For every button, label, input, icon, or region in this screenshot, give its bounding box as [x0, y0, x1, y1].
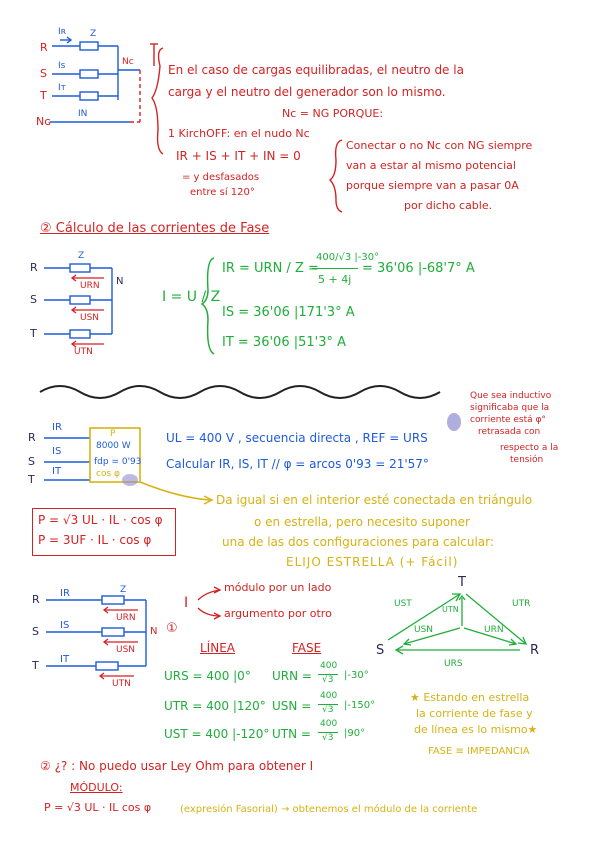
- triangle-label-utr: UTR: [512, 599, 531, 609]
- sec3-label-ir: IR: [52, 422, 62, 433]
- porque-3: porque siempre van a pasar 0A: [346, 179, 519, 192]
- sec4-label-ir: IR: [60, 588, 70, 599]
- sec4-label-n: N: [150, 626, 158, 637]
- sec1-text-3: Nc = NG PORQUE:: [282, 107, 384, 120]
- fase-utn-lhs: UTN =: [272, 727, 311, 741]
- label-in: IN: [78, 109, 88, 119]
- note-inductivo-3: corriente está φ°: [470, 415, 546, 425]
- label-is: Is: [58, 61, 66, 71]
- note-inductivo-6: tensión: [510, 455, 544, 465]
- sec3-label-r: R: [28, 431, 36, 444]
- porque-1: Conectar o no Nc con NG siempre: [346, 139, 533, 152]
- linea-urs: URS = 400 |0°: [164, 669, 251, 683]
- modulo-heading: MÓDULO:: [70, 781, 123, 794]
- triangle-label-r: R: [530, 643, 540, 658]
- fase-usn-angle: |-150°: [344, 700, 376, 711]
- triangle-label-s: S: [376, 643, 385, 658]
- kirchoff-text: 1 KirchOFF: en el nudo Nc: [168, 127, 310, 140]
- label-r: R: [40, 41, 48, 54]
- wavy-separator: [40, 386, 440, 398]
- fase-impedancia: FASE ≡ IMPEDANCIA: [428, 746, 530, 757]
- linea-header: LÍNEA: [200, 641, 235, 655]
- eq-ir-num: 400/√3 |-30°: [316, 252, 380, 263]
- sec4-label-is: IS: [60, 620, 70, 631]
- star-note-1: ★ Estando en estrella: [410, 691, 530, 704]
- modulo-expression: (expresión Fasorial) → obtenemos el módulo de la corriente: [180, 804, 478, 815]
- sec2-label-r: R: [30, 261, 38, 274]
- triangle-label-urn: URN: [484, 625, 504, 635]
- step-one-marker: ①: [166, 621, 178, 636]
- note-inductivo-4: retrasada con: [478, 427, 541, 437]
- circuit-1: [50, 37, 140, 122]
- sec3-label-it: IT: [52, 466, 62, 477]
- fase-utn-angle: |90°: [344, 728, 366, 739]
- fase-urn-lhs: URN =: [272, 669, 312, 683]
- triangle-label-urs: URS: [444, 659, 463, 669]
- argumento-note: argumento por otro: [224, 607, 332, 620]
- note-inductivo-2: significaba que la: [470, 403, 550, 413]
- sec2-label-utn: UTN: [74, 347, 93, 357]
- sec2-label-n: N: [116, 276, 124, 287]
- note-desfasados: = y desfasados: [182, 172, 260, 183]
- fase-usn-lhs: USN =: [272, 699, 312, 713]
- eq-is: IS = 36'06 |171'3° A: [222, 305, 355, 320]
- sec2-label-s: S: [30, 293, 37, 306]
- question-line: ② ¿? : No puedo usar Ley Ohm para obtener I: [40, 759, 314, 773]
- box-p: P: [110, 429, 116, 439]
- sec1-text-2: carga y el neutro del generador son lo mismo.: [168, 85, 446, 99]
- circuit-3: [44, 438, 90, 480]
- fase-usn-num: 400: [320, 691, 338, 701]
- sec3-label-s: S: [28, 455, 35, 468]
- yellow-note-3: una de las dos configuraciones para calcular:: [222, 535, 494, 549]
- sec2-label-usn: USN: [80, 313, 100, 323]
- sec4-label-t: T: [32, 659, 39, 672]
- box-power: 8000 W: [96, 441, 131, 451]
- star-note-2: la corriente de fase y: [416, 707, 533, 720]
- yellow-note-1: Da igual si en el interior esté conectada en triángulo: [216, 493, 533, 507]
- star-note-3: de línea es lo mismo★: [414, 723, 538, 736]
- label-ir: Iʀ: [58, 27, 67, 37]
- modulo-formula: P = √3 UL · IL cos φ: [44, 801, 152, 814]
- vector-i: I: [184, 595, 189, 611]
- eq-ir-den: 5 + 4j: [318, 273, 352, 286]
- sec2-label-z: Z: [78, 251, 85, 261]
- note-120: entre sí 120°: [190, 187, 255, 198]
- linea-ust: UST = 400 |-120°: [164, 727, 270, 741]
- note-inductivo-5: respecto a la: [500, 443, 559, 453]
- fase-urn-num: 400: [320, 661, 338, 671]
- ohm-law: I = U / Z: [162, 289, 221, 305]
- modulo-note: módulo por un lado: [224, 581, 332, 594]
- label-it: Iᴛ: [58, 83, 66, 93]
- circuit-2: [44, 264, 112, 338]
- box-cos: cos φ: [96, 469, 120, 479]
- fase-usn-den: √3: [322, 705, 334, 715]
- sec4-label-usn: USN: [116, 645, 136, 655]
- eq-ir-result: = 36'06 |-68'7° A: [362, 261, 475, 276]
- fase-utn-den: √3: [322, 733, 334, 743]
- porque-4: por dicho cable.: [404, 199, 493, 212]
- sec3-line-2: Calcular IR, IS, IT // φ = arcos 0'93 = 21'57°: [166, 457, 429, 471]
- yellow-note-2: o en estrella, pero necesito suponer: [254, 515, 470, 529]
- yellow-note-4: ELIJO ESTRELLA (+ Fácil): [286, 555, 459, 569]
- eq-ir-fraction-bar: [312, 268, 358, 269]
- triangle-label-usn: USN: [414, 625, 434, 635]
- brace-3: [202, 258, 214, 354]
- sec4-label-it: IT: [60, 654, 70, 665]
- triangle-label-utn: UTN: [442, 605, 459, 614]
- note-inductivo-1: Que sea inductivo: [470, 391, 552, 401]
- porque-2: van a estar al mismo potencial: [346, 159, 516, 172]
- sec1-text-1: En el caso de cargas equilibradas, el neutro de la: [168, 63, 464, 77]
- sec4-label-utn: UTN: [112, 679, 131, 689]
- linea-utr: UTR = 400 |120°: [164, 699, 266, 713]
- eq-ir-lhs: IR = URN / Z =: [222, 261, 319, 276]
- sec2-label-urn: URN: [80, 281, 100, 291]
- sec4-label-r: R: [32, 593, 40, 606]
- sec2-title: ② Cálculo de las corrientes de Fase: [40, 221, 270, 236]
- power-formula-2: P = 3UF · IL · cos φ: [38, 533, 152, 547]
- sec3-label-t: T: [28, 473, 35, 486]
- power-formula-1: P = √3 UL · IL · cos φ: [38, 513, 163, 527]
- sec4-label-s: S: [32, 625, 39, 638]
- fase-urn-angle: |-30°: [344, 670, 369, 681]
- sec4-label-z: Z: [120, 585, 127, 595]
- sec3-label-is: IS: [52, 446, 62, 457]
- eq-it: IT = 36'06 |51'3° A: [222, 335, 347, 350]
- label-ng: Nɢ: [36, 115, 52, 128]
- sec3-line-1: UL = 400 V , secuencia directa , REF = URS: [166, 431, 428, 445]
- triangle-label-ust: UST: [394, 599, 412, 609]
- box-fdp: fdp = 0'93: [94, 457, 142, 467]
- fase-header: FASE: [292, 641, 322, 655]
- sec4-label-urn: URN: [116, 613, 136, 623]
- brace-2: [330, 140, 342, 212]
- triangle-label-t: T: [458, 575, 466, 590]
- fase-utn-num: 400: [320, 719, 338, 729]
- sec2-label-t: T: [30, 327, 37, 340]
- label-z: Z: [90, 29, 97, 39]
- label-s: S: [40, 67, 47, 80]
- current-sum-eq: IR + IS + IT + IN = 0: [176, 149, 301, 163]
- label-t: T: [40, 89, 47, 102]
- fase-urn-den: √3: [322, 675, 334, 685]
- label-nc: Nc: [122, 57, 134, 67]
